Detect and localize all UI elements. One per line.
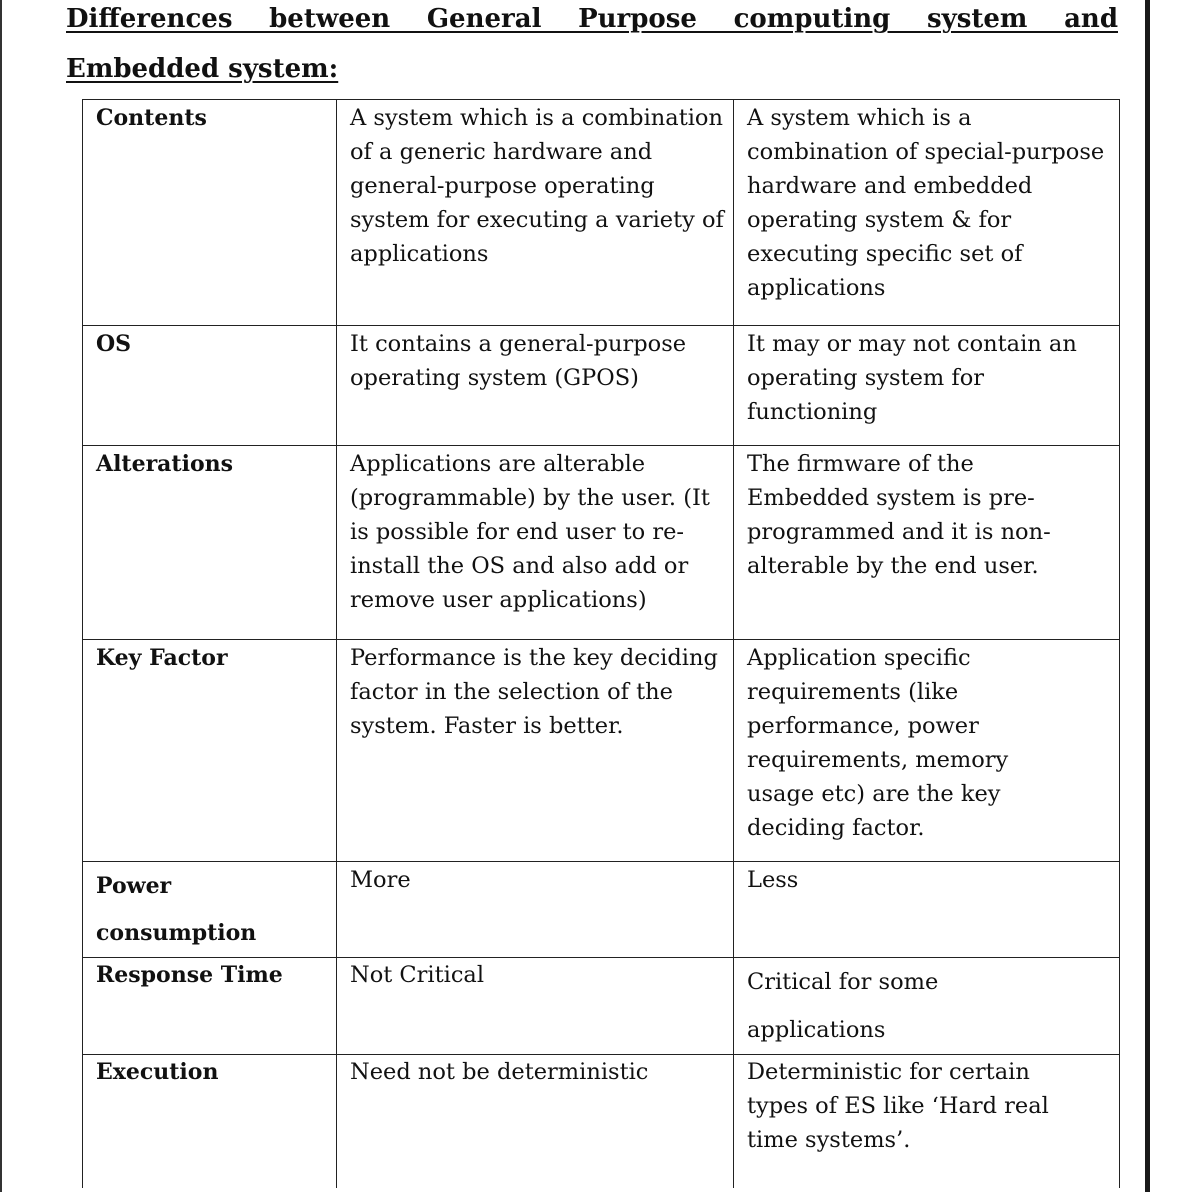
table-row xyxy=(83,958,1120,1055)
gpcs-cell-execution: Need not be deterministic xyxy=(337,1055,734,1188)
page-edge-right xyxy=(1145,0,1150,1192)
table-row xyxy=(83,640,1120,862)
es-cell-response-time: Critical for some applications xyxy=(734,958,1120,1055)
row-label-execution: Execution xyxy=(83,1055,337,1188)
es-cell-alterations: The firmware of the Embedded system is pre-programmed and it is non-alterable by the end user. xyxy=(734,446,1120,640)
gpcs-cell-alterations: Applications are alterable (programmable) by the user. (It is possible for end user to re-install the OS and also add or remove user applications) xyxy=(337,446,734,640)
row-label-power-consumption: Power consumption xyxy=(83,862,337,958)
gpcs-cell-response-time: Not Critical xyxy=(337,958,734,1055)
row-label-response-time: Response Time xyxy=(83,958,337,1055)
row-label-alterations: Alterations xyxy=(83,446,337,640)
row-label-os: OS xyxy=(83,326,337,446)
table-row xyxy=(83,1055,1120,1188)
page-edge-left xyxy=(0,0,2,1192)
es-cell-power-consumption: Less xyxy=(734,862,1120,958)
es-cell-key-factor: Application specific requirements (like performance, power requirements, memory usage etc) are the key deciding factor. xyxy=(734,640,1120,862)
heading-line-1: Differences between General Purpose computing system and xyxy=(66,4,1118,34)
table-row xyxy=(83,446,1120,640)
section-heading xyxy=(66,0,1118,94)
comparison-table xyxy=(82,99,1120,1188)
row-label-contents: Contents xyxy=(83,100,337,326)
table-row xyxy=(83,326,1120,446)
es-cell-contents: A system which is a combination of special-purpose hardware and embedded operating system & for executing specific set of applications xyxy=(734,100,1120,326)
heading-line-2: Embedded system: xyxy=(66,54,339,84)
es-cell-execution: Deterministic for certain types of ES like ‘Hard real time systems’. xyxy=(734,1055,1120,1188)
gpcs-cell-os: It contains a general-purpose operating system (GPOS) xyxy=(337,326,734,446)
gpcs-cell-power-consumption: More xyxy=(337,862,734,958)
es-cell-os: It may or may not contain an operating system for functioning xyxy=(734,326,1120,446)
gpcs-cell-key-factor: Performance is the key deciding factor in the selection of the system. Faster is better. xyxy=(337,640,734,862)
gpcs-cell-contents: A system which is a combination of a generic hardware and general-purpose operating system for executing a variety of applications xyxy=(337,100,734,326)
row-label-key-factor: Key Factor xyxy=(83,640,337,862)
table-row xyxy=(83,100,1120,326)
table-row xyxy=(83,862,1120,958)
